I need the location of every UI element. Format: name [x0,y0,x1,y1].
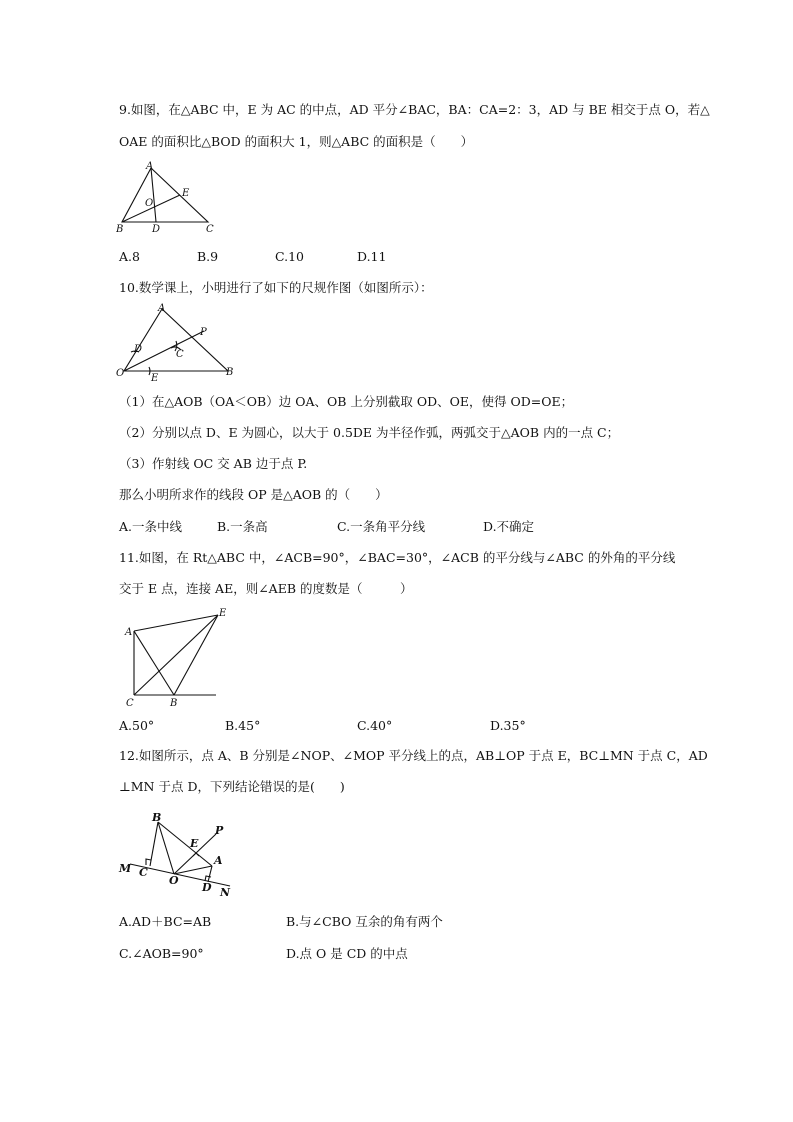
q10-question: 那么小明所求作的线段 OP 是△AOB 的（ ） [119,487,388,502]
q10-step-2: （2）分别以点 D、E 为圆心，以大于 0.5DE 为半径作弧，两弧交于△AOB 内的一点 C； [119,425,620,440]
q10-label-p: P [200,327,207,338]
q9-option-d: D.11 [357,249,387,264]
q10-label-d: D [134,344,143,355]
q10-stem: 10.数学课上，小明进行了如下的尺规作图（如图所示）： [119,280,433,295]
q9-label-o: O [145,198,154,209]
q10-option-c: C.一条角平分线 [337,519,426,534]
q9-option-c: C.10 [275,249,304,264]
q12-stem-line1: 12.如图所示，点 A、B 分别是∠NOP、∠MOP 平分线上的点，AB⊥OP 于点 E，BC⊥MN 于点 C，AD [119,748,708,763]
q10-option-b: B.一条高 [217,519,268,534]
q12-option-b: B.与∠CBO 互余的角有两个 [286,914,443,929]
q12-angle-bisector-figure [116,808,240,896]
q9-label-a: A [146,161,154,172]
q9-option-b: B.9 [197,249,219,264]
q11-stem-line2: 交于 E 点，连接 AE，则∠AEB 的度数是（ ） [119,581,413,596]
q10-label-o: O [116,368,125,379]
q12-label-n: N [220,886,231,896]
q9-stem-line1: 9.如图，在△ABC 中，E 为 AC 的中点，AD 平分∠BAC，BA：CA=2：3，AD 与 BE 相交于点 O，若△ [119,102,710,117]
q9-label-d: D [152,224,161,235]
q9-label-e: E [182,188,190,199]
q12-label-a: A [214,854,223,867]
q11-label-b: B [170,698,178,707]
q10-step-1: （1）在△AOB（OA＜OB）边 OA、OB 上分别截取 OD、OE，使得 OD=OE； [119,394,574,409]
q10-construction-figure [116,303,238,381]
q12-option-a: A.AD＋BC=AB [119,914,212,929]
q11-stem-line1: 11.如图，在 Rt△ABC 中，∠ACB=90°，∠BAC=30°，∠ACB 的平分线与∠ABC 的外角的平分线 [119,550,676,565]
q11-right-triangle-figure [116,603,226,707]
q11-option-a: A.50° [119,718,155,733]
q10-option-a: A.一条中线 [119,519,183,534]
q12-label-o: O [169,874,179,887]
q12-option-c: C.∠AOB=90° [119,946,204,961]
q11-option-c: C.40° [357,718,393,733]
q11-option-b: B.45° [225,718,261,733]
q10-step-3: （3）作射线 OC 交 AB 边于点 P. [119,456,308,471]
q12-label-e: E [190,837,199,850]
q9-triangle-figure [116,160,218,236]
q9-option-a: A.8 [119,249,140,264]
q12-label-m: M [119,862,132,875]
q12-label-c: C [139,866,148,879]
q9-stem-line2: OAE 的面积比△BOD 的面积大 1，则△ABC 的面积是（ ） [119,134,474,149]
q10-label-e: E [151,373,159,381]
q9-label-b: B [116,224,124,235]
q11-label-a: A [125,627,133,638]
q10-label-b: B [226,367,234,378]
q9-label-c: C [206,224,214,235]
q12-stem-line2: ⊥MN 于点 D，下列结论错误的是( ) [119,779,345,794]
q12-label-p: P [215,824,224,837]
q12-option-d: D.点 O 是 CD 的中点 [286,946,408,961]
q10-label-a: A [158,303,166,314]
q11-label-e: E [219,608,226,619]
q11-label-c: C [126,698,134,707]
q10-label-c: C [176,349,184,360]
q12-label-d: D [202,881,212,894]
q11-option-d: D.35° [490,718,526,733]
q12-label-b: B [152,811,162,824]
q10-option-d: D.不确定 [483,519,535,534]
